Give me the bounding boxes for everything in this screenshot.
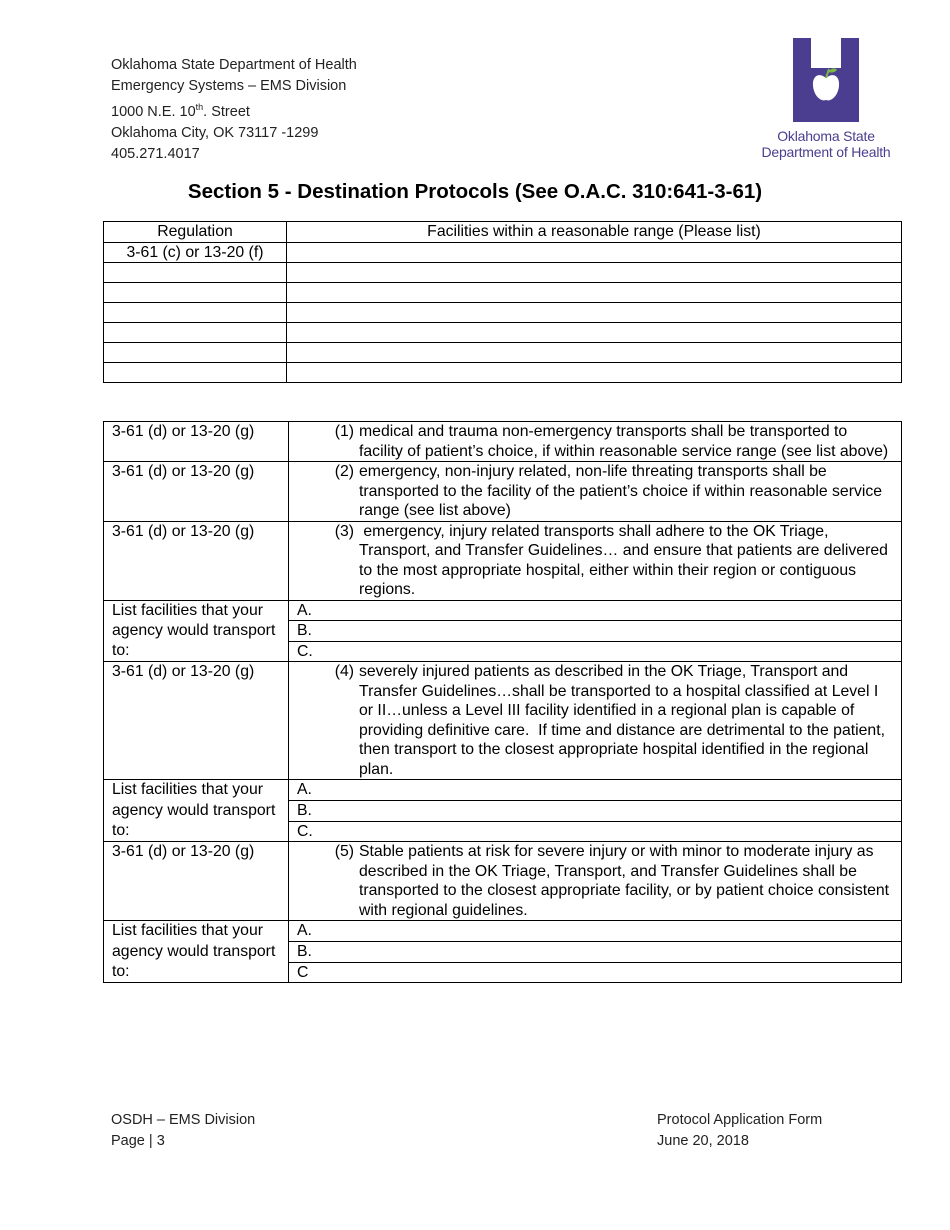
facility-entry-c[interactable]: C. — [289, 641, 902, 662]
regulation-cell: 3-61 (d) or 13-20 (g) — [104, 521, 289, 600]
footer-division: OSDH – EMS Division — [111, 1112, 256, 1128]
list-facilities-label: List facilities that your agency would transport to: — [104, 780, 289, 842]
regulation-cell: 3-61 (d) or 13-20 (g) — [104, 462, 289, 522]
regulation-cell: 3-61 (d) or 13-20 (g) — [104, 422, 289, 462]
column-header-facilities: Facilities within a reasonable range (Please list) — [287, 222, 902, 243]
facility-entry-field[interactable] — [287, 303, 902, 323]
facility-entry-a[interactable]: A. — [289, 600, 902, 621]
list-facilities-label: List facilities that your agency would transport to: — [104, 600, 289, 662]
facility-entry-field[interactable] — [287, 363, 902, 383]
address-line-division: Emergency Systems – EMS Division — [111, 78, 347, 94]
protocol-rule-5: (5) Stable patients at risk for severe injury or with minor to moderate injury as described in the OK Triage, Transport, and Transfer Guidelines shall be transported to the closest appropriate facility, or by patient choice consistent with regional guidelines. — [334, 843, 890, 919]
protocol-rule-3: (3) emergency, injury related transports shall adhere to the OK Triage, Transport, and Transfer Guidelines… and ensure that patients are delivered to the most appropriate hospital, either within their region or contiguous regions. — [334, 522, 893, 598]
table-row — [104, 921, 902, 942]
osdh-logo — [750, 38, 902, 160]
footer-form-name: Protocol Application Form — [657, 1112, 823, 1128]
table-row — [104, 283, 902, 303]
footer-right — [657, 1110, 822, 1152]
logo-text-line2: Department of Health — [761, 144, 891, 160]
empty-cell — [104, 263, 287, 283]
address-line-agency: Oklahoma State Department of Health — [111, 57, 357, 73]
column-header-regulation: Regulation — [104, 222, 287, 243]
table-row — [104, 521, 902, 600]
facilities-range-table — [103, 221, 902, 383]
table-row — [104, 422, 902, 462]
empty-cell — [104, 283, 287, 303]
section-title: Section 5 - Destination Protocols (See O.A.C. 310:641-3-61) — [187, 180, 763, 203]
facility-entry-b[interactable]: B. — [289, 801, 902, 822]
facility-entry-b[interactable]: B. — [289, 941, 902, 962]
table-row — [104, 323, 902, 343]
facility-entry-a[interactable]: A. — [289, 921, 902, 942]
facility-entry-field[interactable] — [287, 323, 902, 343]
logo-text-line1: Oklahoma State — [777, 128, 875, 144]
facility-entry-c[interactable]: C. — [289, 821, 902, 842]
address-line-phone: 405.271.4017 — [111, 145, 200, 162]
destination-protocols-table — [103, 421, 902, 983]
footer-date: June 20, 2018 — [657, 1133, 749, 1149]
table-row — [104, 600, 902, 621]
empty-cell — [104, 343, 287, 363]
table-row — [104, 263, 902, 283]
protocol-rule-1: (1) medical and trauma non-emergency transports shall be transported to facility of patient’s choice, if within reasonable service range (see list above) — [334, 423, 889, 460]
facility-entry-field[interactable] — [287, 343, 902, 363]
regulation-cell: 3-61 (d) or 13-20 (g) — [104, 842, 289, 921]
page-number: Page | 3 — [111, 1133, 165, 1149]
table-row — [104, 303, 902, 323]
table-row — [104, 662, 902, 780]
table-row — [104, 462, 902, 522]
table-row — [104, 780, 902, 801]
regulation-cell: 3-61 (c) or 13-20 (f) — [104, 242, 287, 263]
empty-cell — [104, 323, 287, 343]
footer-left — [111, 1110, 255, 1152]
address-line-city: Oklahoma City, OK 73117 -1299 — [111, 124, 319, 141]
facility-entry-field[interactable] — [287, 283, 902, 303]
facility-entry-field[interactable] — [287, 242, 902, 263]
table-row — [104, 842, 902, 921]
empty-cell — [104, 303, 287, 323]
facility-entry-a[interactable]: A. — [289, 780, 902, 801]
protocol-rule-2: (2) emergency, non-injury related, non-life threating transports shall be transported to the facility of the patient’s choice if within reasonable service range (see list above) — [334, 463, 883, 519]
facility-entry-c[interactable]: C — [289, 962, 902, 983]
osdh-h-apple-icon — [791, 38, 861, 122]
list-facilities-label: List facilities that your agency would transport to: — [104, 921, 289, 983]
facility-entry-b[interactable]: B. — [289, 621, 902, 642]
empty-cell — [104, 363, 287, 383]
table-row — [104, 242, 902, 263]
regulation-cell: 3-61 (d) or 13-20 (g) — [104, 662, 289, 780]
address-line-street: 1000 N.E. 10th. Street — [111, 102, 250, 120]
facility-entry-field[interactable] — [287, 263, 902, 283]
protocol-rule-4: (4) severely injured patients as described in the OK Triage, Transport and Transfer Guidelines…shall be transported to a hospital classified at Level I or II…unless a Level III facility identified in a regional plan is capable of providing definitive care. If time and distance are detrimental to the patient, then transport to the closest appropriate hospital identified in the regional plan. — [334, 663, 890, 778]
table-row — [104, 363, 902, 383]
agency-address — [111, 55, 357, 165]
table-row — [104, 343, 902, 363]
table-header-row — [104, 222, 902, 243]
